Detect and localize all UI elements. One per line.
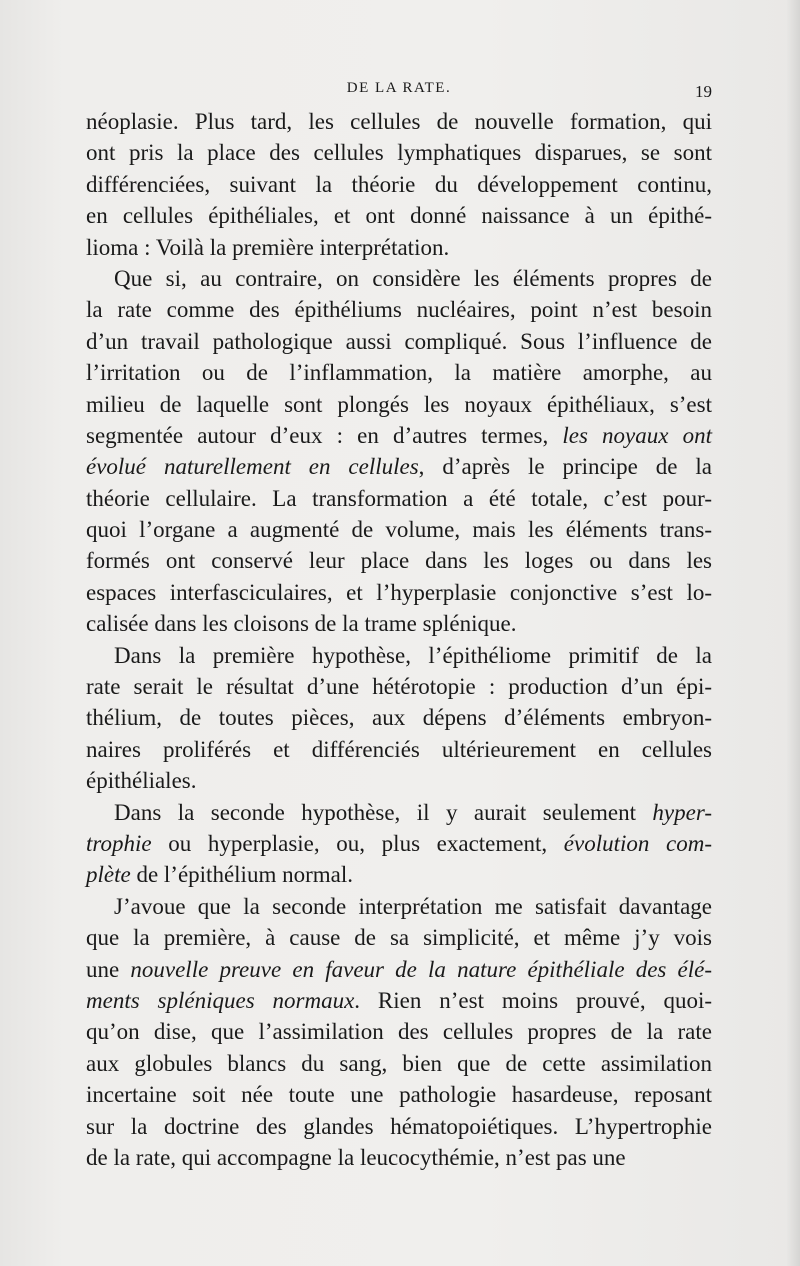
text-line [86,169,712,200]
body-text [86,106,712,1173]
italic-text: plète [86,862,131,888]
paragraph [86,797,712,891]
text-run: de l’épithélium normal. [130,862,353,888]
text-line [86,577,712,608]
text-line [86,545,712,576]
text-run: rate serait le résultat d’une hétérotopie : production d’un épi- [86,674,712,700]
paragraph [86,106,712,263]
text-line [86,671,712,702]
text-run: quoi l’organe a augmenté de volume, mais les éléments trans- [86,517,712,543]
italic-text: hyper- [652,799,712,825]
text-line [86,891,712,922]
text-run: Dans la première hypothèse, l’épithéliome primitif de la [114,642,712,668]
text-line [86,137,712,168]
text-line [86,263,712,294]
text-line [86,640,712,671]
italic-text: ments spléniques normaux [86,987,355,1013]
text-line [86,702,712,733]
italic-text: trophie [86,830,152,856]
page-header [86,78,712,102]
text-line [86,1016,712,1047]
text-line [86,389,712,420]
paragraph [86,263,712,640]
text-run: milieu de laquelle sont plongés les noyaux épithéliaux, s’est [86,391,712,417]
text-line [86,922,712,953]
italic-text: évolué naturellement en cellules [86,454,419,480]
text-run: incertaine soit née toute une pathologie hasardeuse, reposant [86,1082,712,1108]
text-run: théorie cellulaire. La transformation a été totale, c’est pour- [86,485,712,511]
text-run: l’irritation ou de l’inflammation, la matière amorphe, au [86,360,712,386]
text-run: néoplasie. Plus tard, les cellules de nouvelle formation, qui [86,109,712,134]
text-run: épithéliales. [86,768,197,794]
text-run: calisée dans les cloisons de la trame splénique. [86,611,517,637]
text-run: Que si, au contraire, on considère les éléments propres de [114,265,712,291]
text-run: que la première, à cause de sa simplicité, et même j’y vois [86,925,712,951]
text-line [86,200,712,231]
italic-text: les noyaux ont [562,422,712,448]
text-line [86,420,712,451]
text-run: ou hyperplasie, ou, plus exactement, [151,830,564,856]
text-run: ont pris la place des cellules lymphatiques disparues, se sont [86,140,712,166]
text-run: Dans la seconde hypothèse, il y aurait seulement [114,799,653,825]
text-line [86,451,712,482]
text-run: segmentée autour d’eux : en d’autres termes, [86,422,563,448]
text-line [86,954,712,985]
text-line [86,106,712,137]
text-run: . Rien n’est moins prouvé, quoi- [354,987,713,1013]
page-number: 19 [695,82,712,101]
text-line [86,797,712,828]
text-run: qu’on dise, que l’assimilation des cellules propres de la rate [86,1019,712,1045]
text-line [86,734,712,765]
text-line [86,232,712,263]
running-head: DE LA RATE. [346,80,452,96]
text-line [86,514,712,545]
text-run: d’un travail pathologique aussi compliqué. Sous l’influence de [86,328,712,354]
text-run: une [86,956,131,982]
text-run: lioma : Voilà la première interprétation. [86,234,450,260]
text-line [86,608,712,639]
text-line [86,357,712,388]
text-run: aux globules blancs du sang, bien que de cette assimilation [86,1050,712,1076]
text-run: , d’après le principe de la [418,454,712,480]
text-line [86,1079,712,1110]
text-run: espaces interfasciculaires, et l’hyperplasie conjonctive s’est lo- [86,579,712,605]
text-run: formés ont conservé leur place dans les loges ou dans les [86,548,712,574]
italic-text: nouvelle preuve en faveur de la nature épithéliale des élé- [130,956,713,982]
text-run: sur la doctrine des glandes hématopoiétiques. L’hypertrophie [86,1113,712,1139]
italic-text: évolution com- [563,830,712,856]
page-gutter-shadow [786,0,800,1266]
paragraph [86,891,712,1174]
text-run: J’avoue que la seconde interprétation me satisfait davantage [114,893,712,919]
text-line [86,326,712,357]
text-run: naires proliférés et différenciés ultérieurement en cellules [86,736,712,762]
text-line [86,1048,712,1079]
text-run: en cellules épithéliales, et ont donné naissance à un épithé- [86,203,712,229]
text-run: la rate comme des épithéliums nucléaires, point n’est besoin [86,297,712,323]
text-line [86,765,712,796]
text-line [86,483,712,514]
paragraph [86,640,712,797]
text-line [86,294,712,325]
text-line [86,1111,712,1142]
text-line [86,985,712,1016]
text-run: différenciées, suivant la théorie du développement continu, [86,171,712,197]
text-line [86,859,712,890]
text-line [86,828,712,859]
text-line [86,1142,712,1173]
text-run: thélium, de toutes pièces, aux dépens d’éléments embryon- [86,705,712,731]
text-run: de la rate, qui accompagne la leucocythémie, n’est pas une [86,1144,626,1170]
